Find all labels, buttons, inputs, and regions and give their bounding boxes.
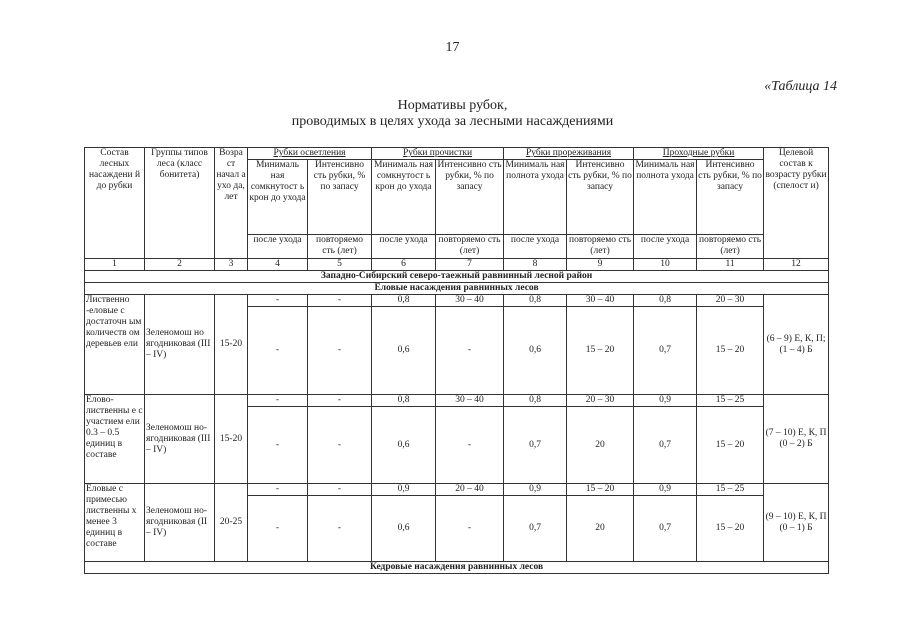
header-target: Целевой состав к возрасту рубки (спелост и) xyxy=(764,148,829,259)
header-after-care: после ухода xyxy=(504,235,567,259)
header-age: Возра ст начал а ухо да, лет xyxy=(215,148,248,259)
cell-value: 0,7 xyxy=(504,407,567,484)
cell-value: 0,8 xyxy=(634,295,697,307)
cell-value: - xyxy=(308,307,372,395)
row-forest-group: Зеленомош но ягодниковая (III – IV) xyxy=(145,295,215,395)
cell-value: 0,7 xyxy=(634,307,697,395)
header-min-crown: Минималь ная сомкнутост ь крон до ухода xyxy=(248,160,308,235)
header-passage: Проходные рубки xyxy=(634,148,764,160)
cell-value: 20 – 40 xyxy=(436,484,504,496)
cell-value: - xyxy=(436,407,504,484)
header-clarification: Рубки осветления xyxy=(248,148,372,160)
cell-value: 0,9 xyxy=(504,484,567,496)
cell-value: 15 – 20 xyxy=(697,496,764,562)
table-row xyxy=(85,295,829,307)
table-label: «Таблица 14 xyxy=(764,79,837,94)
spruce-section-header: Еловые насаждения равнинных лесов xyxy=(85,283,829,295)
cell-value: 0,9 xyxy=(634,395,697,407)
cell-value: 30 – 40 xyxy=(436,395,504,407)
cell-value: 0,8 xyxy=(372,395,436,407)
header-repeat: повторяемо сть (лет) xyxy=(308,235,372,259)
column-number: 11 xyxy=(697,259,764,271)
norms-table xyxy=(84,147,829,574)
cell-value: 20 – 30 xyxy=(697,295,764,307)
column-number: 1 xyxy=(85,259,145,271)
cell-value: 0,6 xyxy=(372,407,436,484)
cell-value: 0,6 xyxy=(504,307,567,395)
cell-value: 0,6 xyxy=(372,307,436,395)
cell-value: 0,9 xyxy=(372,484,436,496)
row-age: 15-20 xyxy=(215,395,248,484)
cell-value: 15 – 20 xyxy=(697,307,764,395)
cell-value: - xyxy=(308,484,372,496)
cell-value: - xyxy=(308,496,372,562)
row-target: (7 – 10) Е, К, П (0 – 2) Б xyxy=(764,395,829,484)
header-cleaning: Рубки прочистки xyxy=(372,148,504,160)
cell-value: 20 xyxy=(567,496,634,562)
cell-value: 0,7 xyxy=(504,496,567,562)
header-repeat: повторяемо сть (лет) xyxy=(436,235,504,259)
column-number: 9 xyxy=(567,259,634,271)
header-after-care: после ухода xyxy=(248,235,308,259)
column-number: 3 xyxy=(215,259,248,271)
cell-value: 15 – 20 xyxy=(567,484,634,496)
header-min-density: Минималь ная полнота ухода xyxy=(504,160,567,235)
header-min-crown: Минималь ная сомкнутост ь крон до ухода xyxy=(372,160,436,235)
table-title xyxy=(0,98,905,130)
cell-value: 15 – 20 xyxy=(697,407,764,484)
cell-value: - xyxy=(248,496,308,562)
header-thinning: Рубки прореживания xyxy=(504,148,634,160)
row-target: (9 – 10) Е, К, П (0 – 1) Б xyxy=(764,484,829,562)
row-composition: Еловые с примесью лиственны х менее 3 единиц в составе xyxy=(85,484,145,562)
row-forest-group: Зеленомош но-ягодниковая (III – IV) xyxy=(145,395,215,484)
cell-value: - xyxy=(436,496,504,562)
cell-value: 0,7 xyxy=(634,496,697,562)
header-composition: Состав лесных насаждени й до рубки xyxy=(85,148,145,259)
page-number: 17 xyxy=(445,40,460,55)
column-number: 7 xyxy=(436,259,504,271)
table-row xyxy=(85,484,829,496)
row-composition: Елово-лиственны е с участием ели 0.3 – 0.5 единиц в составе xyxy=(85,395,145,484)
cell-value: - xyxy=(248,484,308,496)
cell-value: 0,9 xyxy=(634,484,697,496)
cell-value: - xyxy=(308,295,372,307)
cell-value: - xyxy=(308,395,372,407)
region-header: Западно-Сибирский северо-таежный равнинный лесной район xyxy=(85,271,829,283)
cell-value: - xyxy=(248,407,308,484)
cell-value: - xyxy=(248,395,308,407)
column-number: 10 xyxy=(634,259,697,271)
column-number: 6 xyxy=(372,259,436,271)
cell-value: - xyxy=(248,307,308,395)
cell-value: 30 – 40 xyxy=(436,295,504,307)
cell-value: - xyxy=(248,295,308,307)
row-age: 15-20 xyxy=(215,295,248,395)
header-intensity: Интенсивно сть рубки, % по запасу xyxy=(697,160,764,235)
header-forest-groups: Группы типов леса (класс бонитета) xyxy=(145,148,215,259)
table-row xyxy=(85,395,829,407)
cell-value: - xyxy=(436,307,504,395)
cell-value: 0,8 xyxy=(504,295,567,307)
row-composition: Лиственно -еловые с достаточн ым количеств ом деревьев ели xyxy=(85,295,145,395)
cell-value: 0,6 xyxy=(372,496,436,562)
cell-value: 20 – 30 xyxy=(567,395,634,407)
column-number: 5 xyxy=(308,259,372,271)
cell-value: 0,8 xyxy=(372,295,436,307)
column-number: 8 xyxy=(504,259,567,271)
cell-value: 20 xyxy=(567,407,634,484)
title-line-1: Нормативы рубок, xyxy=(397,98,508,113)
cell-value: 0,7 xyxy=(634,407,697,484)
header-min-density: Минималь ная полнота ухода xyxy=(634,160,697,235)
row-age: 20-25 xyxy=(215,484,248,562)
column-number: 2 xyxy=(145,259,215,271)
cell-value: 15 – 25 xyxy=(697,484,764,496)
cell-value: 0,8 xyxy=(504,395,567,407)
header-after-care: после ухода xyxy=(372,235,436,259)
header-intensity: Интенсивно сть рубки, % по запасу xyxy=(436,160,504,235)
cell-value: 30 – 40 xyxy=(567,295,634,307)
title-line-2: проводимых в целях ухода за лесными насаждениями xyxy=(291,114,614,129)
header-after-care: после ухода xyxy=(634,235,697,259)
row-forest-group: Зеленомош но-ягодниковая (II – IV) xyxy=(145,484,215,562)
row-target: (6 – 9) Е, К, П; (1 – 4) Б xyxy=(764,295,829,395)
header-repeat: повторяемо сть (лет) xyxy=(567,235,634,259)
cell-value: - xyxy=(308,407,372,484)
column-number: 4 xyxy=(248,259,308,271)
cedar-section-header: Кедровые насаждения равнинных лесов xyxy=(85,562,829,574)
header-intensity: Интенсивно сть рубки, % по запасу xyxy=(567,160,634,235)
header-repeat: повторяемо сть (лет) xyxy=(697,235,764,259)
header-intensity: Интенсивно сть рубки, % по запасу xyxy=(308,160,372,235)
cell-value: 15 – 20 xyxy=(567,307,634,395)
column-number: 12 xyxy=(764,259,829,271)
cell-value: 15 – 25 xyxy=(697,395,764,407)
